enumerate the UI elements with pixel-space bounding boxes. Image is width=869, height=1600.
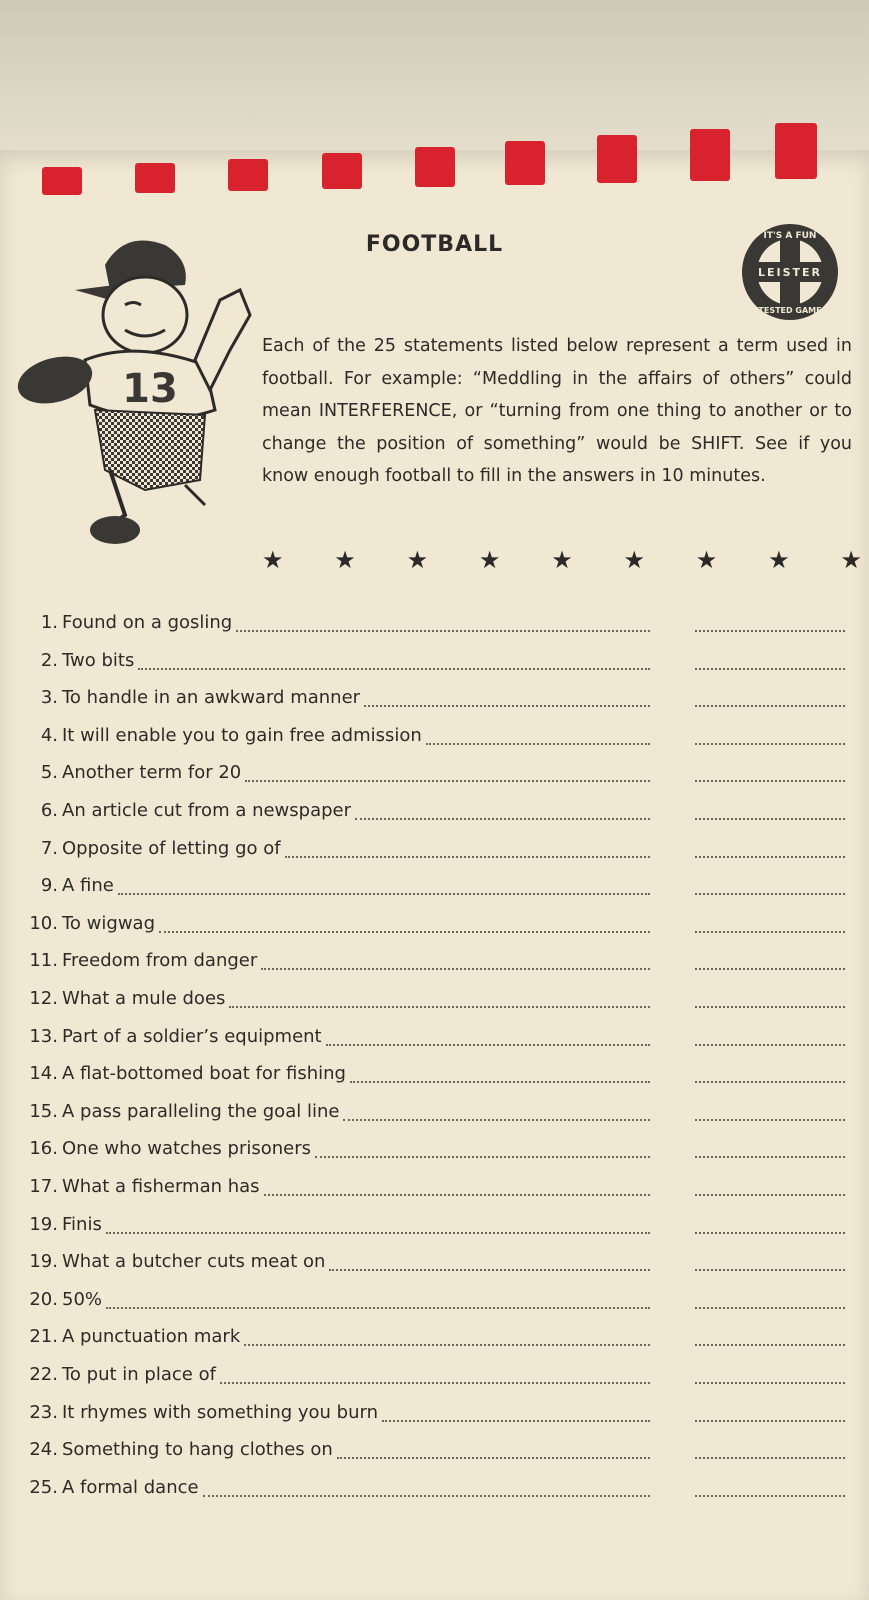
question-number: 11. xyxy=(29,950,58,972)
question-text: Another term for 20 xyxy=(62,762,242,784)
answer-blank[interactable] xyxy=(695,1152,845,1158)
leader-dots xyxy=(244,1340,650,1346)
spiral-ring xyxy=(505,141,545,185)
question-number: 15. xyxy=(29,1100,58,1122)
leader-dots xyxy=(355,814,650,820)
leader-dots xyxy=(261,964,650,970)
answer-blank[interactable] xyxy=(695,1453,845,1459)
question-row xyxy=(0,988,869,1018)
star-icon: ★ xyxy=(840,546,862,574)
answer-blank[interactable] xyxy=(695,1115,845,1121)
answer-blank[interactable] xyxy=(695,814,845,820)
question-row xyxy=(0,1063,869,1093)
question-row xyxy=(0,838,869,868)
question-text: To wigwag xyxy=(62,912,155,934)
question-row xyxy=(0,1176,869,1206)
question-number: 7. xyxy=(40,837,58,859)
question-row xyxy=(0,1402,869,1432)
star-icon: ★ xyxy=(695,546,718,574)
question-number: 19. xyxy=(29,1251,58,1273)
leister-logo xyxy=(740,222,840,322)
question-text: An article cut from a newspaper xyxy=(62,800,352,821)
spiral-ring xyxy=(690,129,730,181)
leader-dots xyxy=(326,1040,650,1046)
leader-dots xyxy=(337,1453,650,1459)
answer-blank[interactable] xyxy=(695,701,845,707)
question-row xyxy=(0,1214,869,1244)
answer-blank[interactable] xyxy=(695,1416,845,1422)
answer-blank[interactable] xyxy=(695,1077,845,1083)
answer-blank[interactable] xyxy=(695,739,845,745)
leader-dots xyxy=(229,1002,650,1008)
question-row xyxy=(0,875,869,905)
question-text: Finis xyxy=(62,1213,102,1235)
question-row xyxy=(0,1439,869,1469)
question-row xyxy=(0,762,869,792)
answer-blank[interactable] xyxy=(695,1190,845,1196)
leader-dots xyxy=(343,1115,650,1121)
answer-blank[interactable] xyxy=(695,927,845,933)
leader-dots xyxy=(285,852,650,858)
logo-ring-text: IT'S A FUN xyxy=(763,231,817,241)
question-number: 6. xyxy=(40,800,58,821)
leader-dots xyxy=(382,1416,650,1422)
question-row xyxy=(0,725,869,755)
question-number: 4. xyxy=(40,724,58,746)
spiral-ring xyxy=(42,167,82,195)
spiral-ring xyxy=(597,135,637,183)
football-player-illustration xyxy=(15,230,255,560)
leader-dots xyxy=(426,739,650,745)
leader-dots xyxy=(220,1378,650,1384)
answer-blank[interactable] xyxy=(695,889,845,895)
question-row xyxy=(0,687,869,717)
spiral-ring xyxy=(415,147,455,187)
question-row xyxy=(0,913,869,943)
answer-blank[interactable] xyxy=(695,1002,845,1008)
question-text: A formal dance xyxy=(62,1476,199,1498)
leader-dots xyxy=(159,927,650,933)
question-text: To handle in an awkward manner xyxy=(62,687,361,709)
question-text: Found on a gosling xyxy=(62,612,233,633)
star-icon: ★ xyxy=(334,546,356,574)
answer-blank[interactable] xyxy=(695,852,845,858)
star-icon: ★ xyxy=(768,546,790,574)
star-icon: ★ xyxy=(478,546,501,574)
question-row xyxy=(0,1026,869,1056)
answer-blank[interactable] xyxy=(695,1378,845,1384)
answer-blank[interactable] xyxy=(695,1040,845,1046)
question-number: 10. xyxy=(29,912,58,934)
answer-blank[interactable] xyxy=(695,664,845,670)
leader-dots xyxy=(106,1228,650,1234)
question-row xyxy=(0,650,869,680)
question-number: 17. xyxy=(29,1176,58,1197)
question-text: Something to hang clothes on xyxy=(62,1439,333,1461)
answer-blank[interactable] xyxy=(695,1265,845,1271)
star-icon: ★ xyxy=(406,546,429,574)
question-row xyxy=(0,1251,869,1281)
leader-dots xyxy=(138,664,650,670)
question-text: What a butcher cuts meat on xyxy=(62,1251,326,1273)
leader-dots xyxy=(203,1491,650,1497)
question-text: One who watches prisoners xyxy=(62,1138,312,1160)
question-number: 2. xyxy=(40,649,58,671)
question-number: 9. xyxy=(40,875,58,897)
leader-dots xyxy=(264,1190,650,1196)
question-row xyxy=(0,612,869,642)
answer-blank[interactable] xyxy=(695,626,845,632)
question-row xyxy=(0,950,869,980)
question-number: 13. xyxy=(29,1025,58,1047)
question-text: Part of a soldier’s equipment xyxy=(62,1025,322,1047)
intro-paragraph: Each of the 25 statements listed below represent a term used in football. For example: “Meddling in the affairs of others” could mean INTERFERENCE, or “turning from one thing to another or to change the position of something” would be SHIFT. See if you know enough football to fill in the answers in 10 minutes. xyxy=(262,336,852,486)
question-number: 22. xyxy=(29,1364,58,1385)
question-text: A punctuation mark xyxy=(62,1326,241,1348)
star-icon: ★ xyxy=(262,546,284,574)
question-row xyxy=(0,1326,869,1356)
spiral-ring xyxy=(135,163,175,193)
leader-dots xyxy=(245,776,650,782)
star-icon: ★ xyxy=(623,546,645,574)
leader-dots xyxy=(118,889,650,895)
answer-blank[interactable] xyxy=(695,1340,845,1346)
answer-blank[interactable] xyxy=(695,1228,845,1234)
question-row xyxy=(0,1477,869,1507)
leader-dots xyxy=(106,1303,650,1309)
question-row xyxy=(0,1101,869,1131)
question-text: 50% xyxy=(62,1288,103,1310)
question-number: 25. xyxy=(29,1476,58,1498)
question-number: 12. xyxy=(29,988,58,1009)
question-text: What a mule does xyxy=(62,988,226,1009)
question-text: To put in place of xyxy=(62,1364,216,1385)
question-row xyxy=(0,1289,869,1319)
leader-dots xyxy=(364,701,650,707)
question-number: 3. xyxy=(40,687,58,709)
spiral-ring xyxy=(775,123,817,179)
question-text: What a fisherman has xyxy=(62,1176,260,1197)
question-text: A pass paralleling the goal line xyxy=(62,1100,340,1122)
question-number: 19. xyxy=(29,1213,58,1235)
spiral-ring xyxy=(228,159,268,191)
question-row xyxy=(0,1364,869,1394)
question-number: 1. xyxy=(40,612,58,633)
question-number: 24. xyxy=(29,1439,58,1461)
answer-blank[interactable] xyxy=(695,776,845,782)
leader-dots xyxy=(350,1077,650,1083)
leader-dots xyxy=(236,626,650,632)
question-text: It rhymes with something you burn xyxy=(62,1401,378,1423)
question-number: 21. xyxy=(29,1326,58,1348)
page-title: FOOTBALL xyxy=(365,232,504,257)
leader-dots xyxy=(315,1152,650,1158)
logo-bottom-text: TESTED GAME xyxy=(758,306,822,315)
question-number: 16. xyxy=(29,1138,58,1160)
question-text: A flat-bottomed boat for fishing xyxy=(62,1063,346,1085)
question-row xyxy=(0,1138,869,1168)
question-text: Two bits xyxy=(62,649,135,671)
answer-blank[interactable] xyxy=(695,964,845,970)
answer-blank[interactable] xyxy=(695,1303,845,1309)
question-text: Opposite of letting go of xyxy=(62,837,281,859)
answer-blank[interactable] xyxy=(695,1491,845,1497)
leader-dots xyxy=(329,1265,650,1271)
question-row xyxy=(0,800,869,830)
spiral-ring xyxy=(322,153,362,189)
question-number: 5. xyxy=(40,762,58,784)
star-icon: ★ xyxy=(551,546,573,574)
jersey-number: 13 xyxy=(122,366,178,412)
logo-horizontal-text: LEISTER xyxy=(757,266,823,279)
question-text: A fine xyxy=(62,875,114,897)
spiral-binding xyxy=(0,115,869,215)
question-number: 20. xyxy=(29,1288,58,1310)
question-text: Freedom from danger xyxy=(62,950,258,972)
question-text: It will enable you to gain free admission xyxy=(62,724,422,746)
question-number: 23. xyxy=(29,1401,58,1423)
question-number: 14. xyxy=(29,1063,58,1085)
star-divider xyxy=(262,545,862,575)
